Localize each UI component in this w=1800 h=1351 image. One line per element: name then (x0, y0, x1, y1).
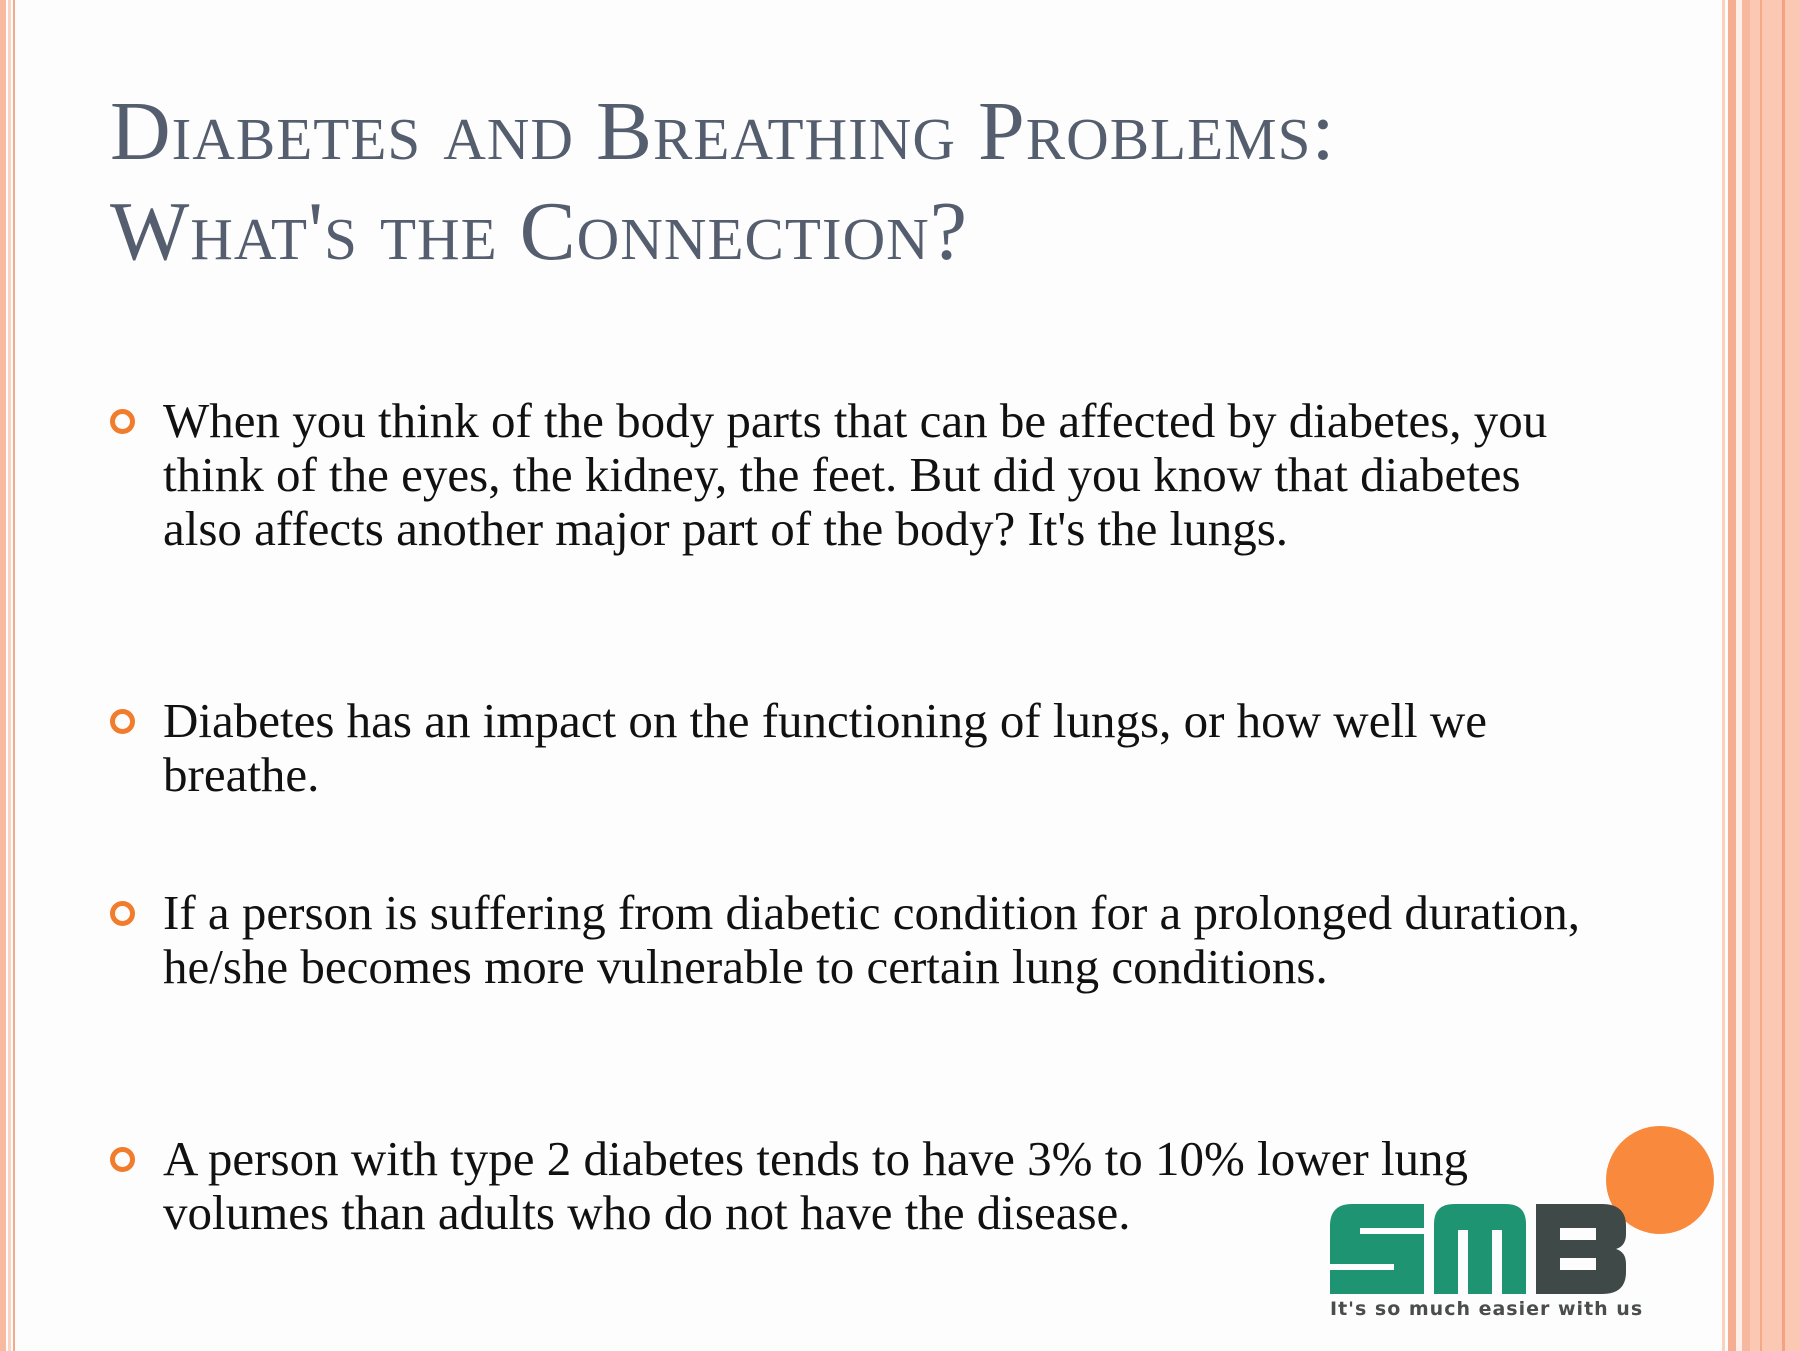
logo-tagline: It's so much easier with us (1330, 1298, 1644, 1320)
slide-title-line-2: What's the Connection? (110, 185, 969, 278)
left-border-stripe (0, 0, 6, 1351)
slide-title (110, 82, 1670, 282)
right-border-stripe (1728, 0, 1736, 1351)
bullet-marker-icon (110, 1147, 135, 1172)
right-border-stripe (1750, 0, 1800, 1351)
bullet-marker-icon (110, 709, 135, 734)
right-border-stripe (1760, 0, 1762, 1351)
right-border-stripe (1722, 0, 1725, 1351)
bullet-item: A person with type 2 diabetes tends to have 3% to 10% lower lung volumes than adults who do not have the disease. (163, 1131, 1469, 1240)
right-border-stripe (1782, 0, 1785, 1351)
bullet-item: When you think of the body parts that can be affected by diabetes, you think of the eyes, the kidney, the feet. But did you know that diabetes also affects another major part of the body? It's the lungs. (163, 393, 1548, 556)
left-border-stripe (13, 0, 15, 1351)
bullet-marker-icon (110, 901, 135, 926)
bullet-marker-icon (110, 409, 135, 434)
bullet-item: Diabetes has an impact on the functioning of lungs, or how well we breathe. (163, 693, 1488, 802)
sms-logo-icon (1330, 1204, 1626, 1298)
left-border-stripe (8, 0, 11, 1351)
right-border-stripe (1742, 0, 1750, 1351)
slide-title-line-1: Diabetes and Breathing Problems: (110, 85, 1336, 178)
bullet-item: If a person is suffering from diabetic condition for a prolonged duration, he/she becomes more vulnerable to certain lung conditions. (163, 885, 1580, 994)
